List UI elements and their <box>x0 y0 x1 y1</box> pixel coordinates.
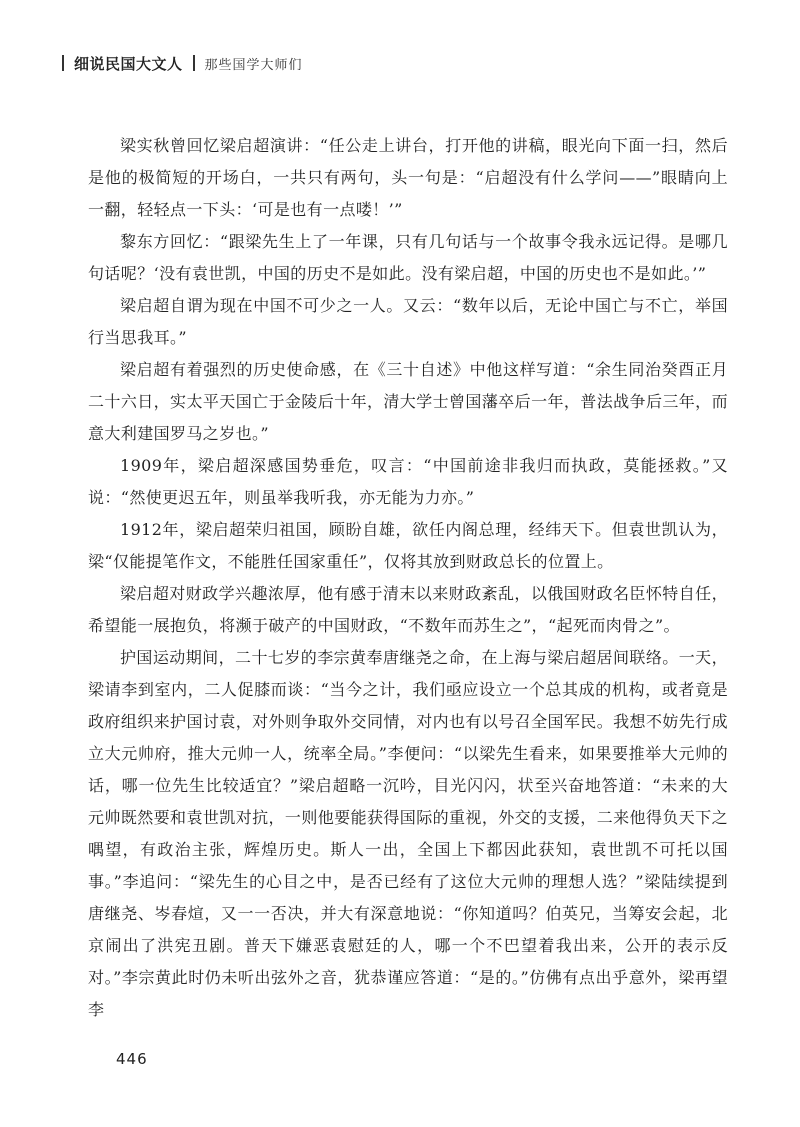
paragraph: 黎东方回忆：“跟梁先生上了一年课，只有几句话与一个故事令我永远记得。是哪几句话呢？‘没有袁世凯，中国的历史不是如此。没有梁启超，中国的历史也不是如此。’” <box>88 232 728 283</box>
paragraph: 梁实秋曾回忆梁启超演讲：“任公走上讲台，打开他的讲稿，眼光向下面一扫，然后是他的极简短的开场白，一共只有两句，头一句是：“启超没有什么学问——”眼睛向上一翻，轻轻点一下头：‘可是也有一点喽！’” <box>88 136 728 219</box>
page-number: 446 <box>116 1050 148 1068</box>
running-header <box>62 50 303 76</box>
paragraph: 梁启超有着强烈的历史使命感，在《三十自述》中他这样写道：“余生同治癸酉正月二十六日，实太平天国亡于金陵后十年，清大学士曾国藩卒后一年，普法战争后三年，而意大利建国罗马之岁也。” <box>88 360 728 443</box>
paragraph: 1909年，梁启超深感国势垂危，叹言：“中国前途非我归而执政，莫能拯救。”又说：“然使更迟五年，则虽举我听我，亦无能为力亦。” <box>88 456 728 507</box>
paragraph: 梁启超自谓为现在中国不可少之一人。又云：“数年以后，无论中国亡与不亡，举国行当思我耳。” <box>88 296 728 347</box>
section-title: 那些国学大师们 <box>204 57 303 73</box>
paragraph: 梁启超对财政学兴趣浓厚，他有感于清末以来财政紊乱，以俄国财政名臣怀特自任，希望能一展抱负，将濒于破产的中国财政，“不数年而苏生之”，“起死而肉骨之”。 <box>88 584 728 635</box>
paragraph: 1912年，梁启超荣归祖国，顾盼自雄，欲任内阁总理，经纬天下。但袁世凯认为，梁“仅能提笔作文，不能胜任国家重任”，仅将其放到财政总长的位置上。 <box>88 520 728 571</box>
header-divider-right <box>193 55 195 71</box>
body-text <box>88 130 728 1026</box>
book-title: 细说民国大文人 <box>74 54 183 73</box>
header-divider-left <box>62 55 64 71</box>
paragraph: 护国运动期间，二十七岁的李宗黄奉唐继尧之命，在上海与梁启超居间联络。一天，梁请李到室内，二人促膝而谈：“当今之计，我们亟应设立一个总其成的机构，或者竟是政府组织来护国讨袁，对外则争取外交同情，对内也有以号召全国军民。我想不妨先行成立大元帅府，推大元帅一人，统率全局。”李便问：“以梁先生看来，如果要推举大元帅的话，哪一位先生比较适宜？”梁启超略一沉吟，目光闪闪，状至兴奋地答道：“未来的大元帅既然要和袁世凯对抗，一则他要能获得国际的重视，外交的支援，二来他得负天下之喁望，有政治主张，辉煌历史。斯人一出，全国上下都因此获知，袁世凯不可托以国事。”李追问：“梁先生的心目之中，是否已经有了这位大元帅的理想人选？”梁陆续提到唐继尧、岑春煊，又一一否决，并大有深意地说：“你知道吗？伯英兄，当筹安会起，北京闹出了洪宪丑剧。普天下嫌恶袁慰廷的人，哪一个不巴望着我出来，公开的表示反对。”李宗黄此时仍未听出弦外之音，犹恭谨应答道：“是的。”仿佛有点出乎意外，梁再望李 <box>88 648 728 1019</box>
